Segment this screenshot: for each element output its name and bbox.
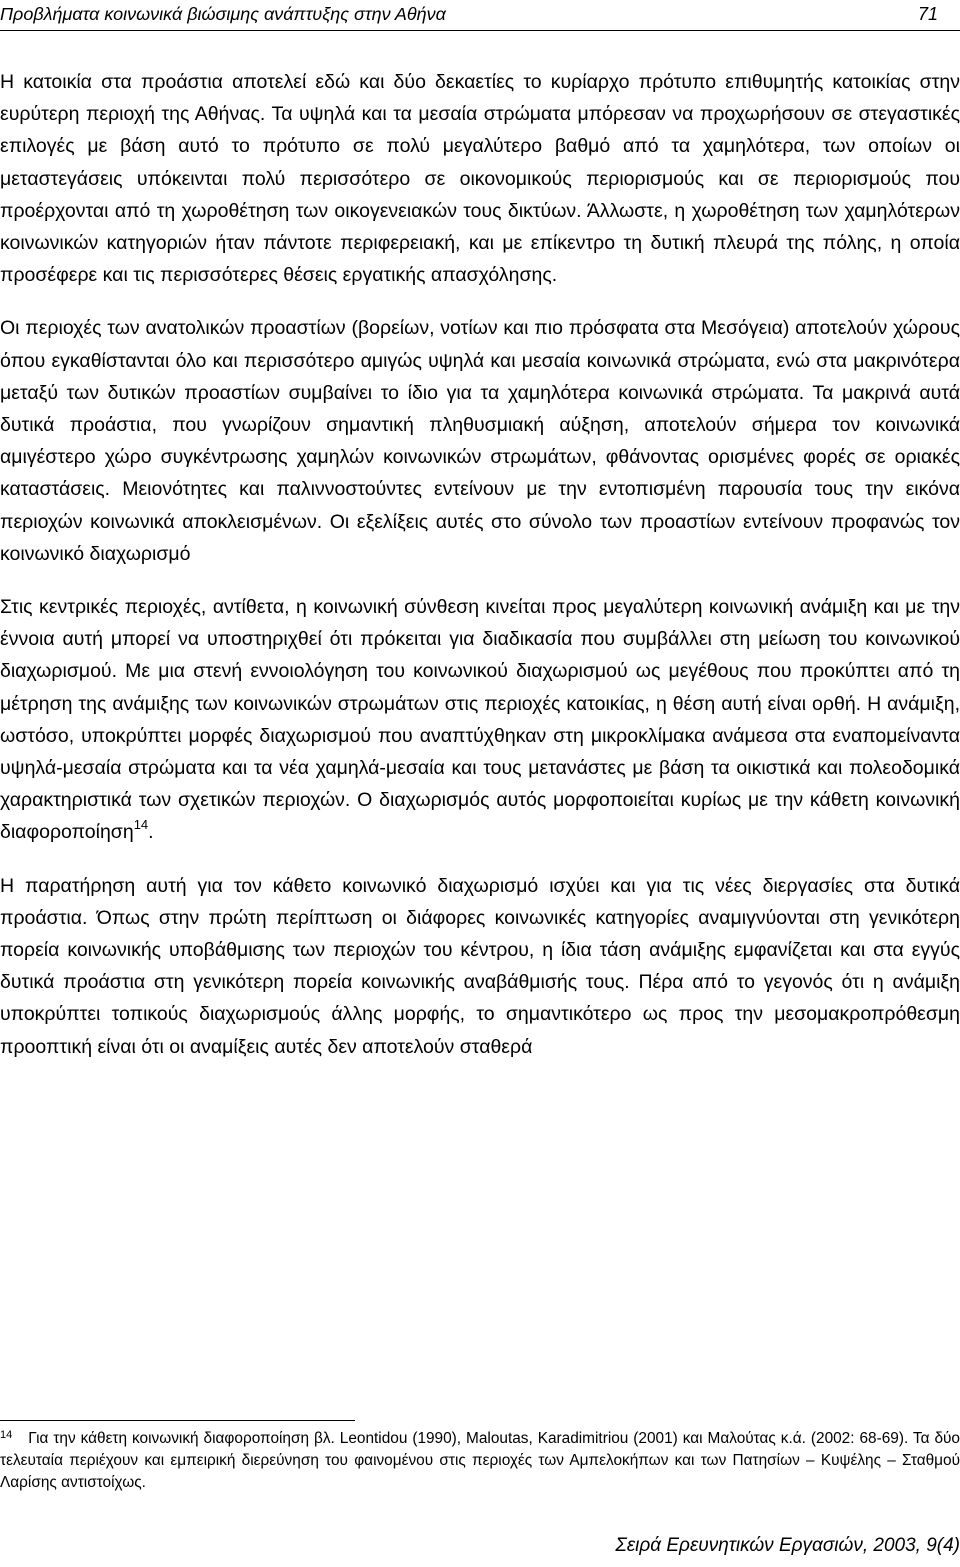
paragraph-3	[0, 591, 960, 849]
running-footer: Σειρά Ερευνητικών Εργασιών, 2003, 9(4)	[615, 1535, 960, 1556]
footnote	[0, 1428, 960, 1494]
running-header	[0, 2, 960, 28]
paragraph-3-period: .	[148, 821, 154, 844]
paragraph-2: Οι περιοχές των ανατολικών προαστίων (βορείων, νοτίων και πιο πρόσφατα στα Μεσόγεια) αποτελούν χώρους όπου εγκαθίστανται όλο και περισσότερο αμιγώς υψηλά και μεσαία κοινωνικά στρώματα, ενώ στα μακρινότερα μεταξύ των δυτικών προαστίων συμβαίνει το ίδιο για τα χαμηλότερα κοινωνικά στρώματα. Τα μακρινά αυτά δυτικά προάστια, που γνωρίζουν σημαντική πληθυσμιακή αύξηση, αποτελούν σήμερα τον κοινωνικά αμιγέστερο χώρο συγκέντρωσης χαμηλών κοινωνικών στρωμάτων, φθάνοντας ορισμένες φορές σε οριακές καταστάσεις. Μειονότητες και παλιννοστούντες εντείνουν με την εντοπισμένη παρουσία τους την εικόνα περιοχών κοινωνικά αποκλεισμένων. Οι εξελίξεις αυτές στο σύνολο των προαστίων εντείνουν προφανώς τον κοινωνικό διαχωρισμό	[0, 317, 960, 565]
footnote-number: 14	[0, 1429, 13, 1441]
footnote-separator	[0, 1420, 355, 1421]
page-number: 71	[917, 4, 938, 24]
footnote-paragraph	[0, 1428, 960, 1494]
paragraph-4: Η παρατήρηση αυτή για τον κάθετο κοινωνικό διαχωρισμό ισχύει και για τις νέες διεργασίες στα δυτικά προάστια. Όπως στην πρώτη περίπτωση οι διάφορες κοινωνικές κατηγορίες αναμιγνύονται στη γενικότερη πορεία κοινωνικής υποβάθμισης των περιοχών του κέντρου, η ίδια τάση ανάμιξης εμφανίζεται και στα εγγύς δυτικά προάστια στη γενικότερη πορεία κοινωνικής αναβάθμισής τους. Πέρα από το γεγονός ότι η ανάμιξη υποκρύπτει τοπικούς διαχωρισμούς άλλης μορφής, το σημαντικότερο ως προς την μεσομακροπρόθεσμη προοπτική είναι ότι οι αναμίξεις αυτές δεν αποτελούν σταθερά	[0, 874, 960, 1058]
header-title: Προβλήματα κοινωνικά βιώσιμης ανάπτυξης στην Αθήνα	[0, 4, 446, 24]
footnote-text: Για την κάθετη κοινωνική διαφοροποίηση βλ. Leontidou (1990), Maloutas, Karadimitriou (2001) και Μαλούτας κ.ά. (2002: 68-69). Τα δύο τελευταία περιέχουν και εμπειρική διερεύνηση του φαινομένου στις περιοχές των Αμπελοκήπων και των Πατησίων – Κυψέλης – Σταθμού Λαρίσης αντιστοίχως.	[0, 1430, 960, 1491]
footnote-reference[interactable]: 14	[133, 817, 149, 833]
paragraph-1: Η κατοικία στα προάστια αποτελεί εδώ και δύο δεκαετίες το κυρίαρχο πρότυπο επιθυμητής κατοικίας στην ευρύτερη περιοχή της Αθήνας. Τα υψηλά και τα μεσαία στρώματα μπόρεσαν να προχωρήσουν σε στεγαστικές επιλογές με βάση αυτό το πρότυπο σε πολύ μεγαλύτερο βαθμό από τα χαμηλότερα, των οποίων οι μεταστεγάσεις υπόκεινται πολύ περισσότερο σε οικονομικούς περιορισμούς και σε περιορισμούς που προέρχονται από τη χωροθέτηση των οικογενειακών τους δικτύων. Άλλωστε, η χωροθέτηση των χαμηλότερων κοινωνικών κατηγοριών ήταν πάντοτε περιφερειακή, και με επίκεντρο τη δυτική πλευρά της πόλης, η οποία προσέφερε και τις περισσότερες θέσεις εργατικής απασχόλησης.	[0, 71, 960, 287]
body-text	[0, 66, 960, 1084]
header-rule	[0, 30, 960, 31]
paragraph-3-text: Στις κεντρικές περιοχές, αντίθετα, η κοινωνική σύνθεση κινείται προς μεγαλύτερη κοινωνική ανάμιξη και με την έννοια αυτή μπορεί να υποστηριχθεί ότι πρόκειται για διαδικασία που συμβάλλει στη μείωση του κοινωνικού διαχωρισμού. Με μια στενή εννοιολόγηση του κοινωνικού διαχωρισμού ως μεγέθους που προκύπτει από τη μέτρηση της ανάμιξης των κοινωνικών στρωμάτων στις περιοχές κατοικίας, η θέση αυτή είναι ορθή. Η ανάμιξη, ωστόσο, υποκρύπτει μορφές διαχωρισμού που αναπτύχθηκαν στη μικροκλίμακα ανάμεσα στα εναπομείναντα υψηλά-μεσαία στρώματα και τα νέα χαμηλά-μεσαία και τους μετανάστες με βάση τα οικιστικά και πολεοδομικά χαρακτηριστικά των σχετικών περιοχών. Ο διαχωρισμός αυτός μορφοποιείται κυρίως με την κάθετη κοινωνική διαφοροποίηση	[0, 596, 960, 844]
